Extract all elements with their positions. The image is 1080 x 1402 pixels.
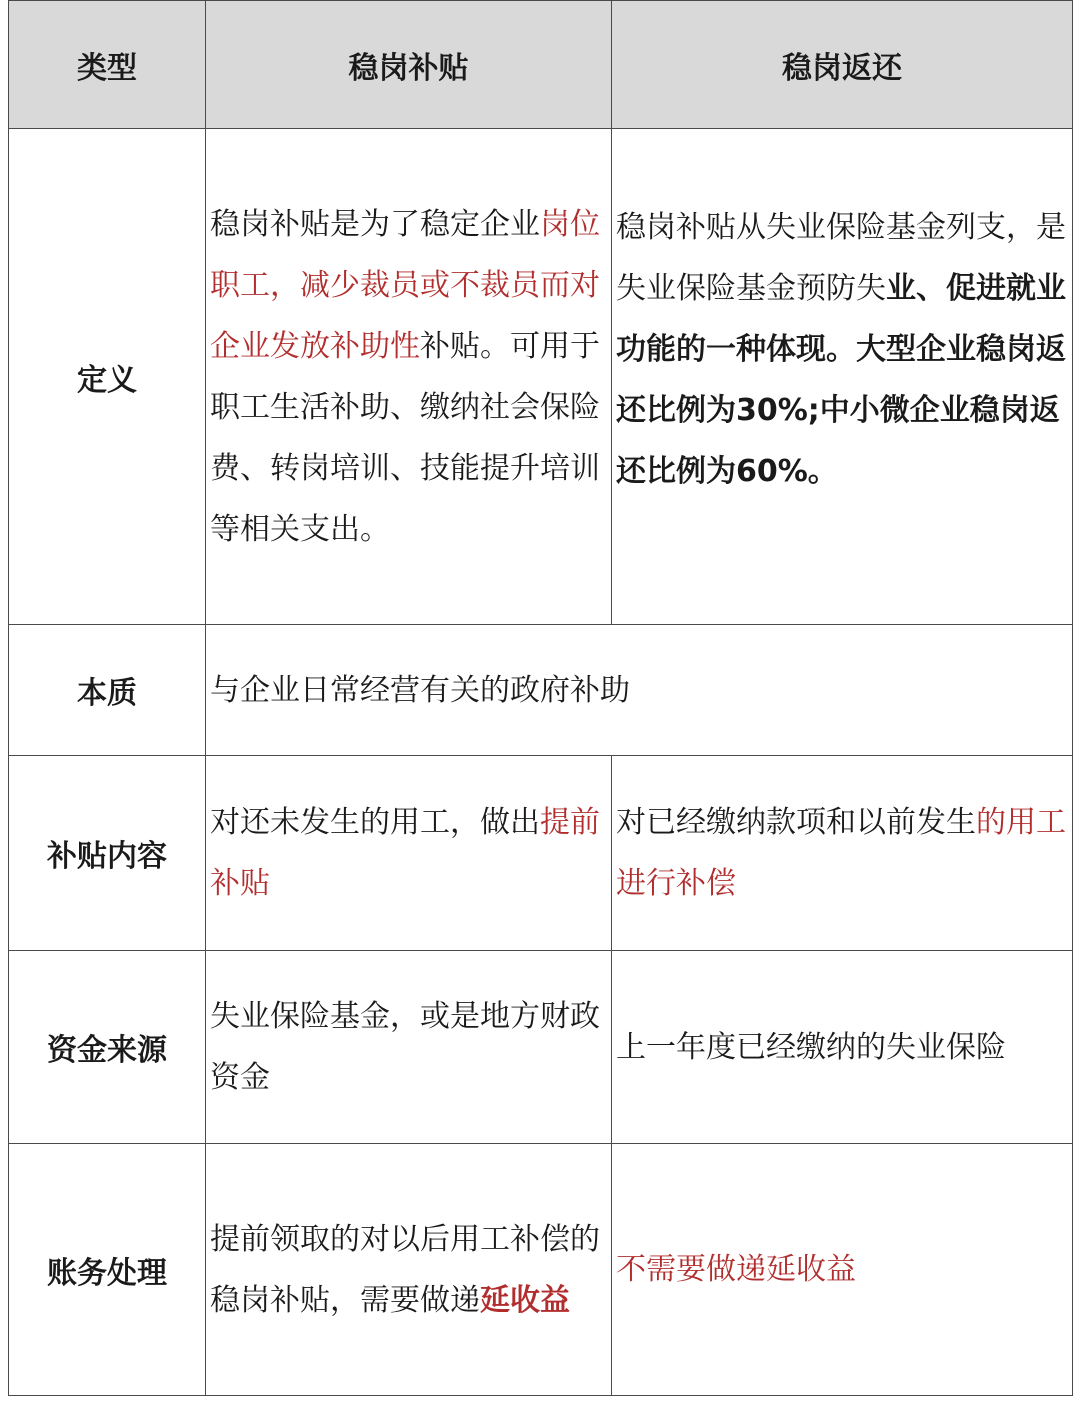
- content-subsidy-text-1: 对还未发生的用工，做出: [210, 805, 540, 840]
- content-subsidy-text-2: 提前补贴: [210, 805, 600, 901]
- content-refund-cell: [612, 756, 1073, 951]
- header-row: [9, 1, 1073, 129]
- row-source: [9, 951, 1073, 1144]
- definition-subsidy-text-1: 稳岗补贴是为了稳定企业: [210, 206, 540, 242]
- label-source: 资金来源: [9, 951, 206, 1144]
- row-nature: [9, 625, 1073, 756]
- definition-subsidy-cell: [206, 129, 612, 625]
- label-definition: 定义: [9, 129, 206, 625]
- source-subsidy-cell: 失业保险基金，或是地方财政资金: [206, 951, 612, 1144]
- header-type: 类型: [9, 1, 206, 129]
- comparison-table: [8, 0, 1073, 1396]
- label-content: 补贴内容: [9, 756, 206, 951]
- content-subsidy-cell: [206, 756, 612, 951]
- row-content: [9, 756, 1073, 951]
- definition-subsidy-text-3: 补贴。可用于职工生活补助、缴纳社会保险费、转岗培训、技能提升培训等相关支出。: [210, 328, 600, 547]
- definition-subsidy-text-2: 岗位职工，减少裁员或不裁员而对企业发放补助性: [210, 206, 600, 364]
- accounting-subsidy-cell: [206, 1144, 612, 1396]
- source-refund-cell: 上一年度已经缴纳的失业保险: [612, 951, 1073, 1144]
- accounting-refund-cell: 不需要做递延收益: [612, 1144, 1073, 1396]
- nature-cell: 与企业日常经营有关的政府补助: [206, 625, 1073, 756]
- label-nature: 本质: [9, 625, 206, 756]
- accounting-subsidy-text-2: 延收益: [480, 1282, 570, 1318]
- accounting-subsidy-text-1: 提前领取的对以后用工补偿的稳岗补贴，需要做递: [210, 1221, 600, 1318]
- label-accounting: 账务处理: [9, 1144, 206, 1396]
- content-refund-text-1: 对已经缴纳款项和以前发生: [616, 805, 976, 840]
- header-subsidy: 稳岗补贴: [206, 1, 612, 129]
- header-refund: 稳岗返还: [612, 1, 1073, 129]
- definition-refund-text-2: 业、促进就业功能的一种体现。大型企业稳岗返还比例为30%;中小微企业稳岗返还比例为60%。: [616, 271, 1066, 489]
- row-definition: [9, 129, 1073, 625]
- content-refund-text-2: 的用工进行补偿: [616, 805, 1066, 901]
- row-accounting: [9, 1144, 1073, 1396]
- definition-refund-text-1: 稳岗补贴从失业保险基金列支，是失业保险基金预防失: [616, 210, 1066, 306]
- definition-refund-cell: [612, 129, 1073, 625]
